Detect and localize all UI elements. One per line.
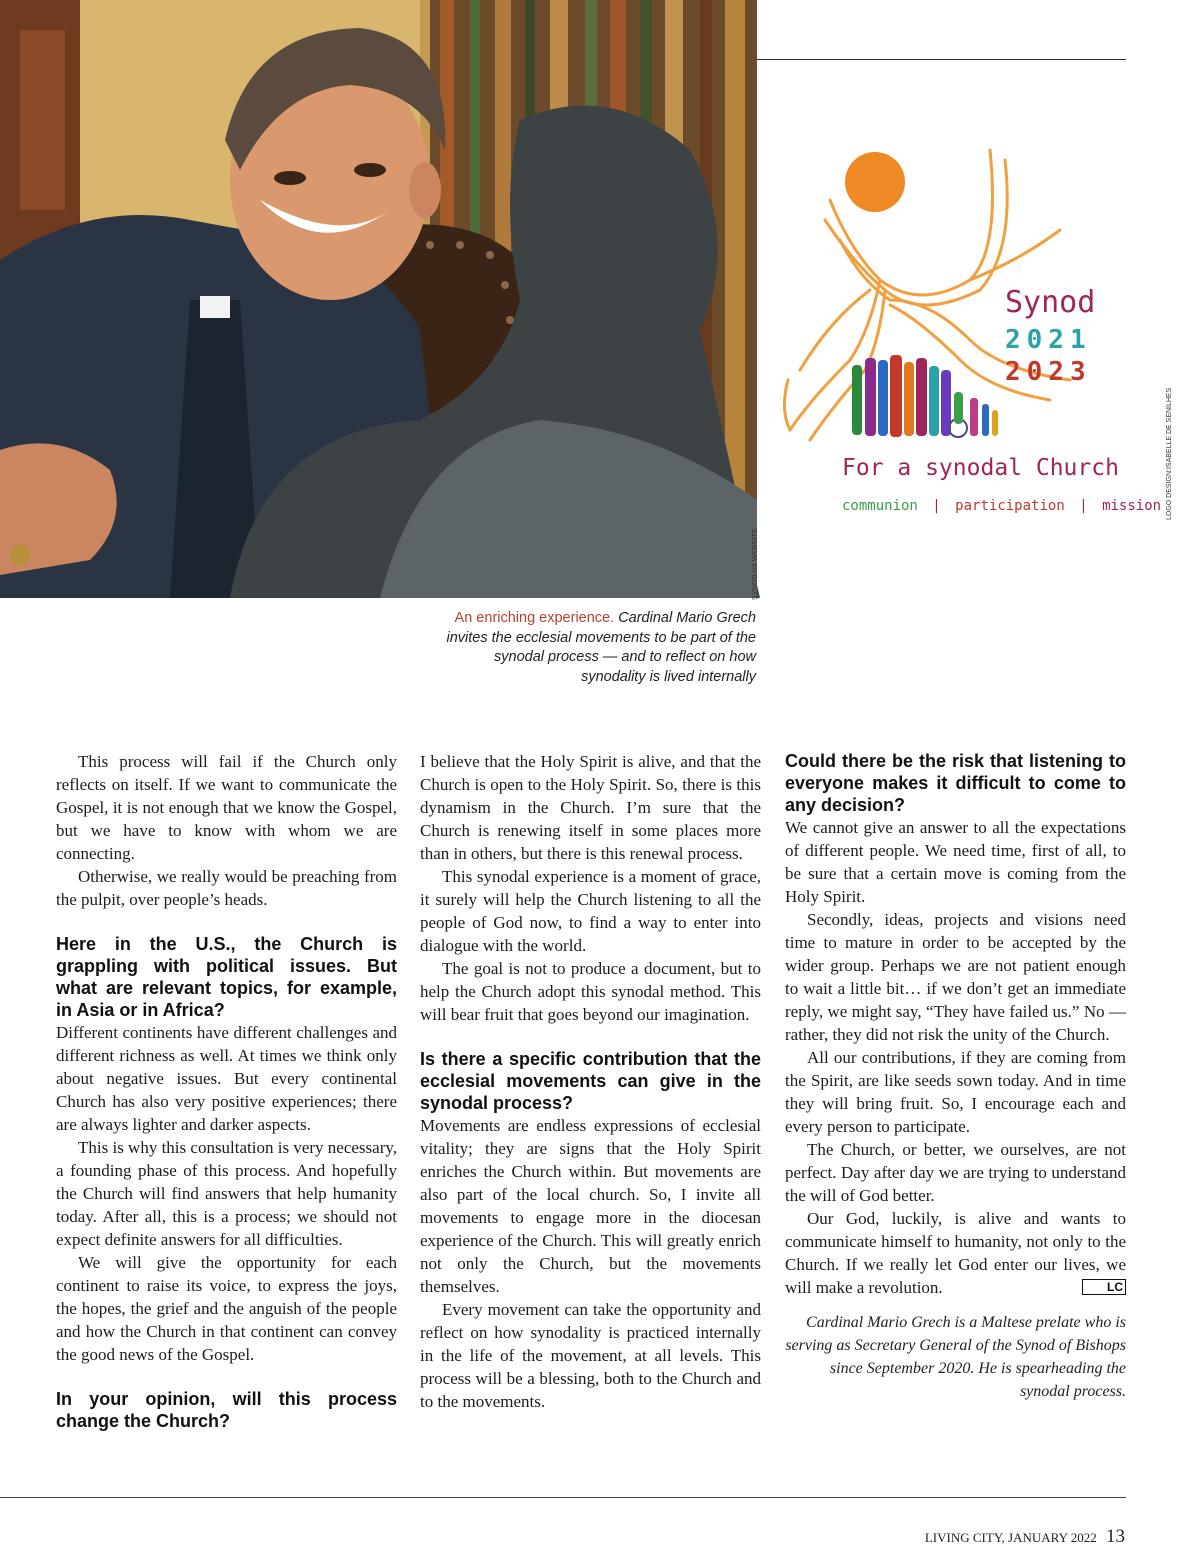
motto-communion: communion <box>842 498 918 514</box>
paragraph: This is why this consultation is very necessary, a founding phase of this process. And hopefully the Church will find answers that help humanity today. After all, this is a process; we should not expect definite answers for all difficulties. <box>56 1138 398 1249</box>
page-number: 13 <box>1106 1526 1125 1547</box>
paragraph: Movements are endless expressions of ecclesial vitality; they are signs that the Holy Spirit enriches the Church within. But movements are also part of the local church. So, I invite all movements to engage more in the diocesan experience of the Church. This will greatly enrich not only the Church, but the movements themselves. <box>420 1116 761 1296</box>
question-heading: Is there a specific contribution that the ecclesial movements can give in the synodal process? <box>420 1049 761 1113</box>
cover-photo <box>0 0 757 598</box>
paragraph: Every movement can take the opportunity and reflect on how synodality is practiced internally in the life of the movement, at all levels. This process will be a blessing, both to the Church and to the movements. <box>420 1300 761 1411</box>
paragraph: The goal is not to produce a document, but to help the Church adopt this synodal method. This will bear fruit that goes beyond our imagination. <box>420 959 761 1024</box>
logo-title: Synod <box>1005 285 1096 320</box>
paragraph: Secondly, ideas, projects and visions need time to mature in order to be accepted by the wider group. Perhaps we are not patient enough to wait a little bit… if we don’t get an immediate reply, we might say, “They have failed us.” No — rather, they did not risk the unity of the Church. <box>785 910 1126 1044</box>
motto-separator-1: | <box>932 498 941 514</box>
paragraph: Different continents have different challenges and different richness as well. At times we think only about negative issues. But every continental Church has also very positive experiences; there are always lighter and darker aspects. <box>56 1023 397 1134</box>
logo-credit: LOGO DESIGN:ISABELLE DE SENILHES <box>1166 387 1173 520</box>
column-2 <box>420 750 761 1413</box>
motto-participation: participation <box>955 498 1065 514</box>
synod-logo <box>770 130 1162 530</box>
question-heading: Could there be the risk that listening to everyone makes it difficult to come to any decision? <box>785 751 1126 815</box>
logo-year-1: 2021 <box>1005 325 1092 355</box>
photo-credit: SYNOD.VA WEBSITE <box>752 528 759 600</box>
page-footer <box>925 1526 1125 1548</box>
question-heading: Here in the U.S., the Church is grappling with political issues. But what are relevant topics, for example, in Asia or in Africa? <box>56 934 397 1020</box>
caption-lead: An enriching experience. <box>454 610 615 626</box>
logo-tagline: For a synodal Church <box>842 455 1119 481</box>
logo-year-2: 2023 <box>1005 357 1092 387</box>
paragraph: The Church, or better, we ourselves, are not perfect. Day after day we are trying to understand the will of God better. <box>785 1140 1126 1205</box>
paragraph: I believe that the Holy Spirit is alive, and that the Church is open to the Holy Spirit. So, there is this dynamism in the Church. I’m sure that the Church is renewing itself in some places more than in others, but there is this renewal process. <box>420 752 761 863</box>
paragraph: All our contributions, if they are coming from the Spirit, are like seeds sown today. And in time they will bring fruit. So, I encourage each and every person to participate. <box>785 1048 1126 1136</box>
paragraph: This process will fail if the Church only reflects on itself. If we want to communicate the Gospel, it is not enough that we know the Gospel, but we have to know with whom we are connecting. <box>56 752 397 863</box>
sun-icon <box>845 152 905 212</box>
end-mark-icon: LC <box>1082 1279 1126 1295</box>
paragraph: This synodal experience is a moment of grace, it surely will help the Church listening to all the people of God now, to find a way to enter into dialogue with the world. <box>420 867 761 955</box>
question-heading: In your opinion, will this process change the Church? <box>56 1389 397 1431</box>
paragraph <box>785 1207 1126 1299</box>
paragraph: We will give the opportunity for each continent to raise its voice, to express the joys, the hopes, the grief and the anguish of the people and how the Church in that continent can convey the good news of the Gospel. <box>56 1253 397 1364</box>
author-bio: Cardinal Mario Grech is a Maltese prelate who is serving as Secretary General of the Synod of Bishops since September 2020. He is spearheading the synodal process. <box>785 1314 1126 1400</box>
photo-illustration <box>0 0 757 598</box>
column-1 <box>56 750 397 1432</box>
paragraph-text: Our God, luckily, is alive and wants to communicate himself to humanity, not only to the Church. If we really let God enter our lives, we will make a revolution. <box>785 1209 1126 1297</box>
footer-rule <box>0 1497 1126 1498</box>
paragraph: We cannot give an answer to all the expectations of different people. We need time, first of all, to be sure that a certain move is coming from the Holy Spirit. <box>785 818 1126 906</box>
paragraph: Otherwise, we really would be preaching from the pulpit, over people’s heads. <box>56 867 397 909</box>
people-figures <box>852 355 998 437</box>
motto-mission: mission <box>1102 498 1162 514</box>
photo-caption <box>446 609 756 687</box>
top-rule <box>757 59 1126 60</box>
motto-separator-2: | <box>1079 498 1088 514</box>
caption-body: Cardinal Mario Grech invites the ecclesial movements to be part of the synodal process — and to reflect on how synodality is lived internally <box>446 610 756 685</box>
publication-name: LIVING CITY, JANUARY 2022 <box>924 1530 1097 1545</box>
logo-motto <box>842 498 1161 514</box>
column-3 <box>785 750 1126 1403</box>
